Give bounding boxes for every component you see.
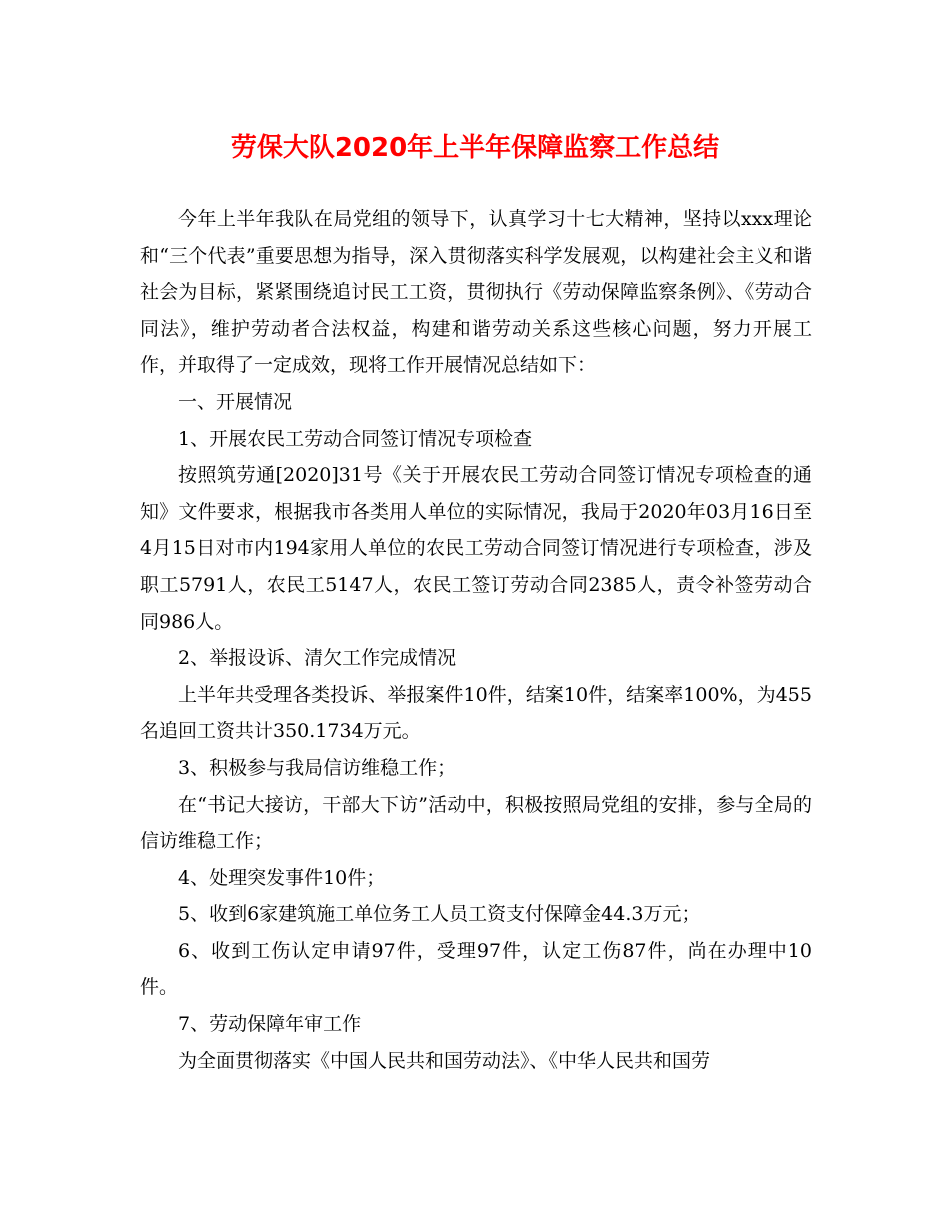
item-heading: 1、开展农民工劳动合同签订情况专项检查 [178,427,533,450]
intro-paragraph: 今年上半年我队在局党组的领导下，认真学习十七大精神，坚持以xxx理论和“三个代表”重要思想为指导，深入贯彻落实科学发展观，以构建社会主义和谐社会为目标，紧紧围绕追讨民工工资，贯彻执行《劳动保障监察条例》、《劳动合同法》，维护劳动者合法权益，构建和谐劳动关系这些核心问题，努力开展工作，并取得了一定成效，现将工作开展情况总结如下： [140,208,812,377]
body-paragraph: 按照筑劳通[2020]31号《关于开展农民工劳动合同签订情况专项检查的通知》文件要求，根据我市各类用人单位的实际情况，我局于2020年03月16日至4月15日对市内194家用人单位的农民工劳动合同签订情况进行专项检查，涉及职工5791人，农民工5147人，农民工签订劳动合同2385人，责令补签劳动合同986人。 [140,464,812,633]
body-paragraph: 在“书记大接访，干部大下访”活动中，积极按照局党组的安排，参与全局的信访维稳工作； [140,793,812,853]
body-paragraph: 6、收到工伤认定申请97件，受理97件，认定工伤87件，尚在办理中10件。 [140,939,812,999]
item-heading: 3、积极参与我局信访维稳工作； [178,756,457,779]
document-title: 劳保大队2020年上半年保障监察工作总结 [230,133,720,163]
item-heading: 4、处理突发事件10件； [178,866,386,889]
document-body [140,201,812,1079]
item-heading: 2、举报设诉、清欠工作完成情况 [178,647,457,670]
body-paragraph: 上半年共受理各类投诉、举报案件10件，结案10件，结案率100%，为455名追回工资共计350.1734万元。 [140,683,812,743]
body-paragraph: 为全面贯彻落实《中国人民共和国劳动法》、《中华人民共和国劳 [178,1049,711,1072]
section-heading: 一、开展情况 [178,390,293,413]
item-heading: 5、收到6家建筑施工单位务工人员工资支付保障金44.3万元； [178,903,701,926]
item-heading: 7、劳动保障年审工作 [178,1013,362,1036]
